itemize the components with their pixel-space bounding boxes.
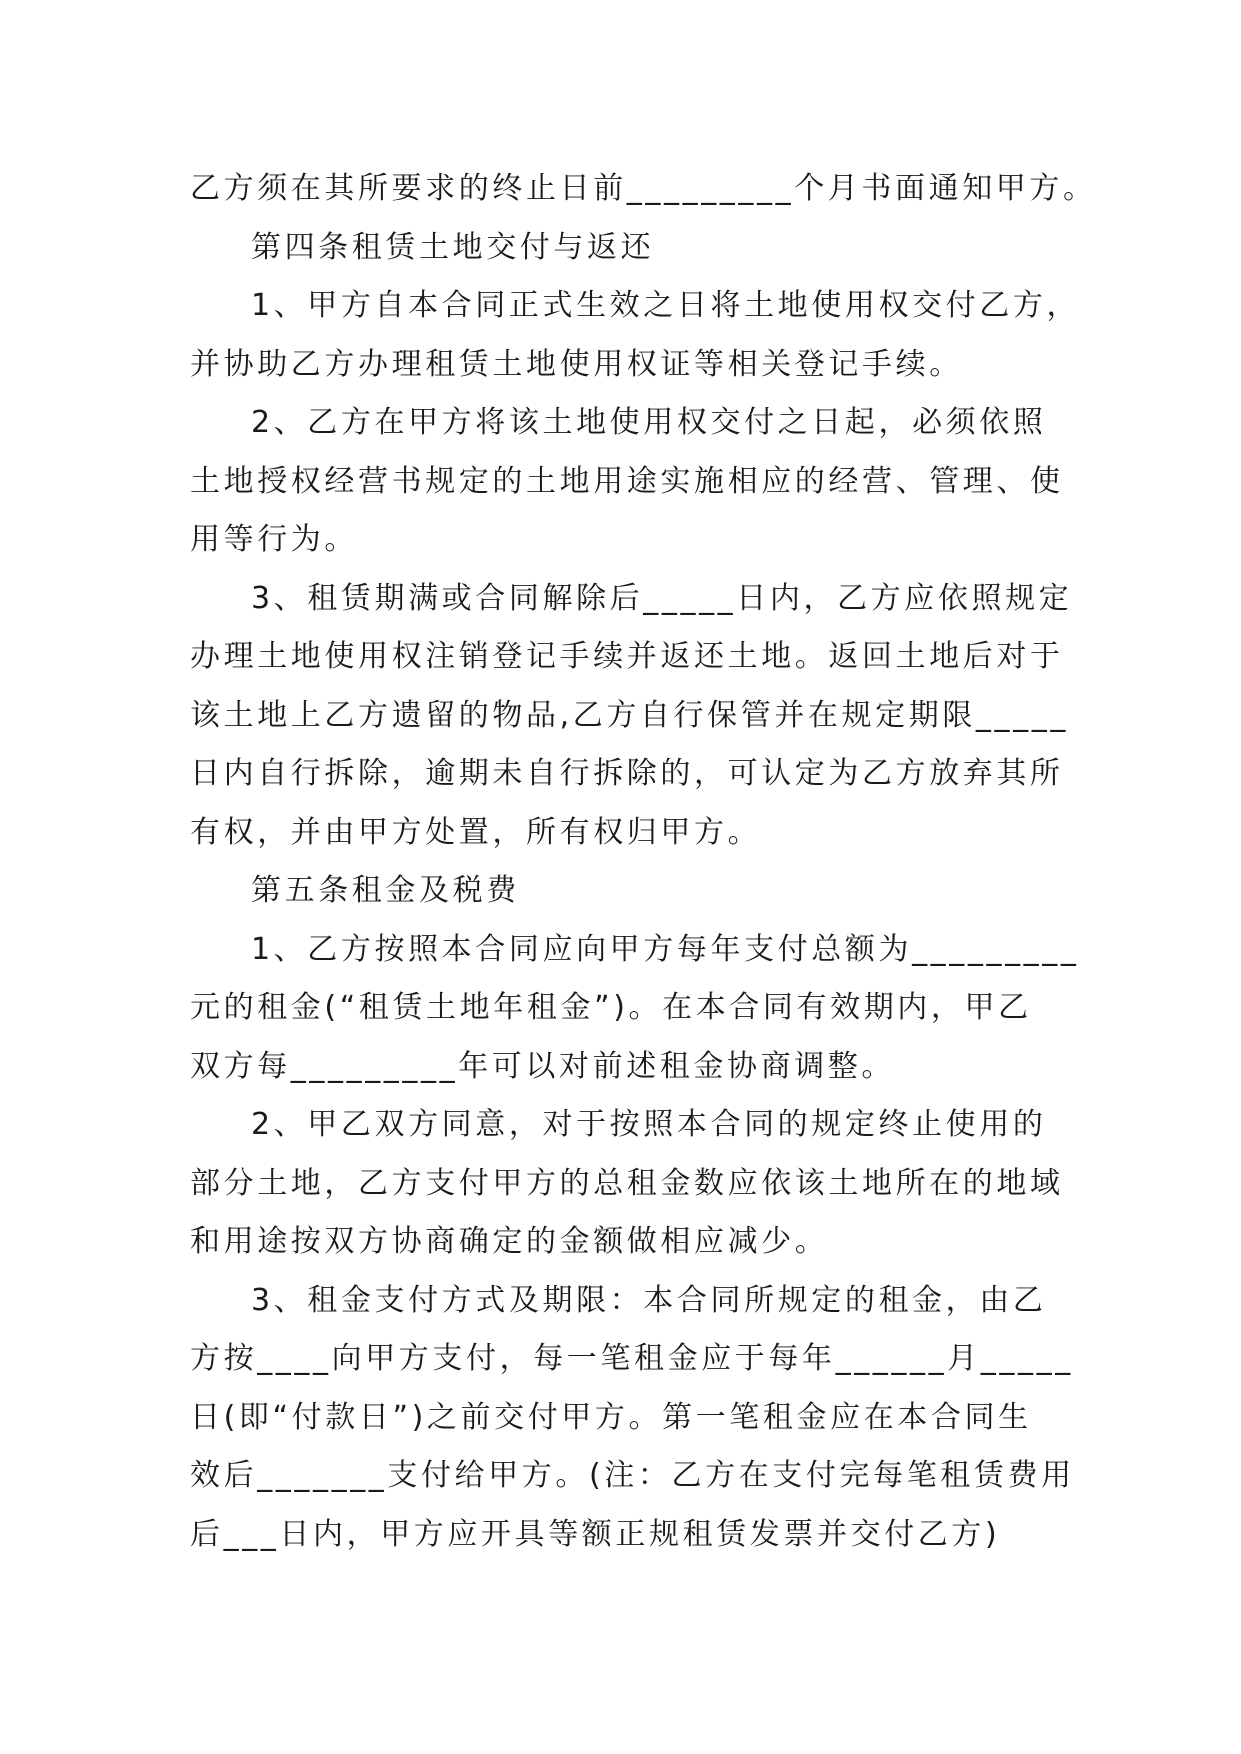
document-body bbox=[190, 160, 1097, 1564]
text-line: 1、乙方按照本合同应向甲方每年支付总额为_________ bbox=[251, 931, 1080, 967]
text-line: 土地授权经营书规定的土地用途实施相应的经营、管理、使 bbox=[190, 463, 1064, 499]
text-line: 乙方须在其所要求的终止日前_________个月书面通知甲方。 bbox=[190, 171, 1097, 206]
text-line: 后___日内，甲方应开具等额正规租赁发票并交付乙方) bbox=[190, 1516, 1001, 1552]
text-line: 用等行为。 bbox=[190, 522, 358, 557]
text-line: 方按____向甲方支付，每一笔租金应于每年______月_____ bbox=[190, 1341, 1074, 1376]
text-line: 3、租赁期满或合同解除后_____日内，乙方应依照规定 bbox=[251, 580, 1073, 616]
text-line: 效后_______支付给甲方。(注：乙方在支付完每笔租赁费用 bbox=[190, 1458, 1075, 1493]
text-line: 元的租金(“租赁土地年租金”)。在本合同有效期内，甲乙 bbox=[190, 990, 1032, 1025]
text-line: 2、甲乙双方同意，对于按照本合同的规定终止使用的 bbox=[251, 1107, 1047, 1142]
text-line: 双方每_________年可以对前述租金协商调整。 bbox=[190, 1048, 895, 1084]
text-line: 有权，并由甲方处置，所有权归甲方。 bbox=[190, 814, 762, 850]
text-line: 3、租金支付方式及期限：本合同所规定的租金，由乙 bbox=[251, 1282, 1047, 1318]
text-line: 日内自行拆除，逾期未自行拆除的，可认定为乙方放弃其所 bbox=[190, 756, 1064, 791]
text-line: 该土地上乙方遗留的物品,乙方自行保管并在规定期限_____ bbox=[190, 697, 1069, 733]
text-line: 部分土地，乙方支付甲方的总租金数应依该土地所在的地域 bbox=[190, 1165, 1064, 1201]
text-line: 日(即“付款日”)之前交付甲方。第一笔租金应在本合同生 bbox=[190, 1399, 1032, 1435]
section-heading-5: 第五条租金及税费 bbox=[251, 873, 520, 908]
section-heading-4: 第四条租赁土地交付与返还 bbox=[251, 229, 655, 265]
text-line: 1、甲方自本合同正式生效之日将土地使用权交付乙方， bbox=[251, 288, 1081, 323]
text-line: 和用途按双方协商确定的金额做相应减少。 bbox=[190, 1224, 829, 1259]
text-line: 2、乙方在甲方将该土地使用权交付之日起，必须依照 bbox=[251, 405, 1047, 440]
text-line: 并协助乙方办理租赁土地使用权证等相关登记手续。 bbox=[190, 346, 963, 382]
text-line: 办理土地使用权注销登记手续并返还土地。返回土地后对于 bbox=[190, 639, 1064, 674]
